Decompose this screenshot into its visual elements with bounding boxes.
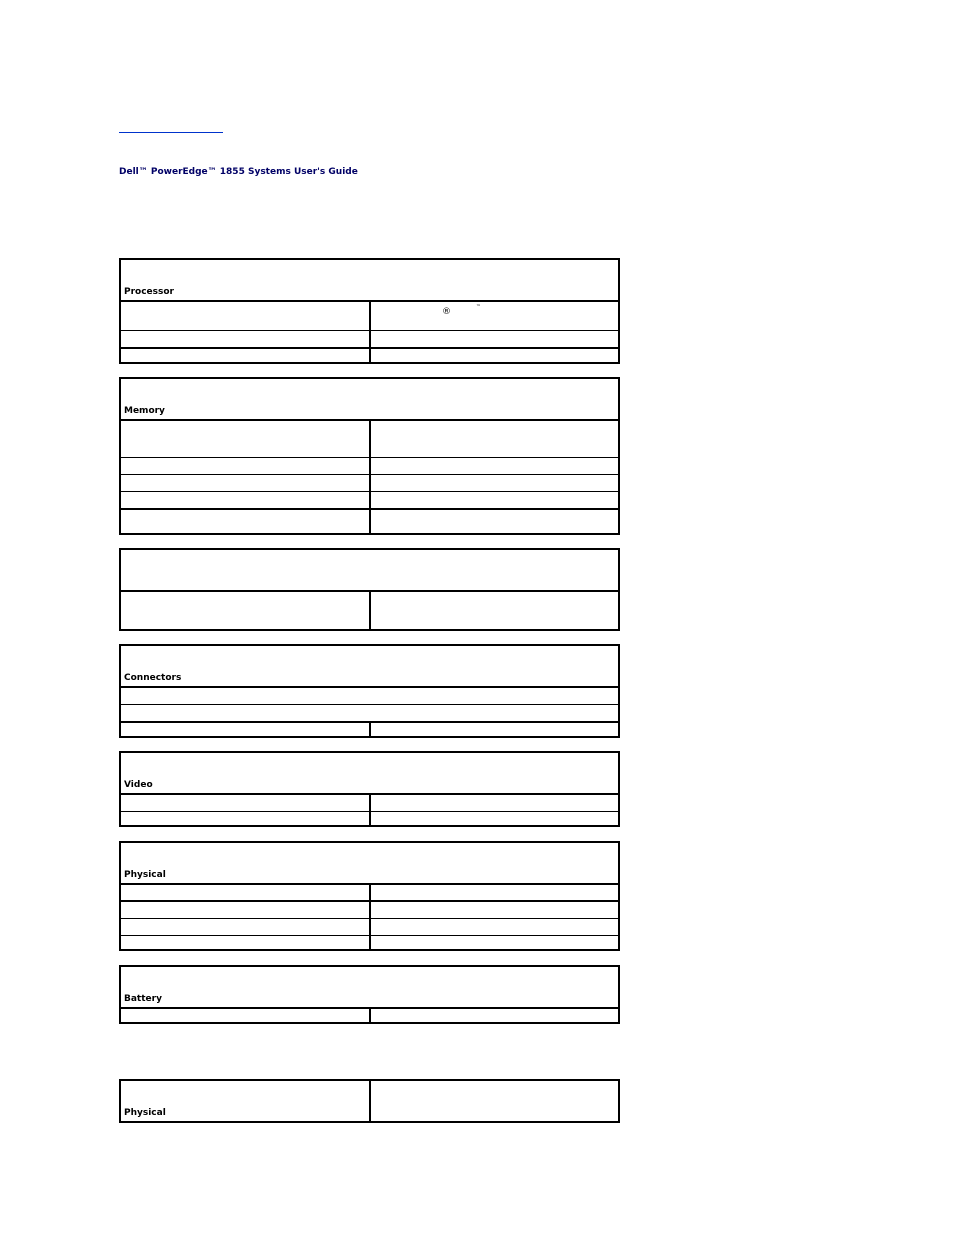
processor-table-title: Processor <box>124 287 174 297</box>
physical-table-title: Physical <box>124 870 166 880</box>
connectors-table <box>119 644 620 738</box>
table-cell <box>371 510 618 533</box>
table-cell <box>121 723 371 736</box>
table-cell <box>121 492 371 508</box>
table-cell <box>371 331 618 347</box>
table-cell <box>371 723 618 736</box>
table-row <box>121 458 618 475</box>
table-row <box>121 936 618 949</box>
table-cell <box>121 302 371 330</box>
table-cell <box>121 902 371 918</box>
guide-title: Dell™ PowerEdge™ 1855 Systems User's Guide <box>119 167 358 177</box>
table-row <box>121 705 618 723</box>
table-cell <box>371 812 618 825</box>
table-row <box>121 421 618 458</box>
table-row <box>121 302 618 331</box>
physical-table-2 <box>119 1079 620 1123</box>
physical-table-2-title: Physical <box>124 1108 166 1118</box>
battery-table-header <box>121 967 618 1009</box>
connectors-table-title: Connectors <box>124 673 182 683</box>
processor-table-header <box>121 260 618 302</box>
video-table-header <box>121 753 618 795</box>
physical-table <box>119 841 620 951</box>
video-table-title: Video <box>124 780 153 790</box>
table-cell <box>371 919 618 935</box>
table-cell <box>371 302 618 330</box>
table-cell <box>371 349 618 364</box>
table-cell <box>121 349 371 364</box>
processor-table <box>119 258 620 364</box>
table-cell <box>121 1081 371 1121</box>
physical-table-header <box>121 843 618 885</box>
table-row <box>121 475 618 492</box>
table-row <box>121 1009 618 1022</box>
table-cell <box>371 795 618 811</box>
physical-table-2-header <box>121 1081 618 1123</box>
battery-table <box>119 965 620 1024</box>
drives-table <box>119 548 620 631</box>
table-row <box>121 688 618 705</box>
table-cell <box>121 331 371 347</box>
table-cell <box>121 795 371 811</box>
table-cell <box>371 936 618 949</box>
table-cell <box>371 1081 618 1121</box>
drives-table-header <box>121 550 618 592</box>
table-cell <box>121 1009 371 1022</box>
table-cell <box>371 421 618 457</box>
battery-table-title: Battery <box>124 994 162 1004</box>
table-cell <box>121 885 371 900</box>
table-cell <box>121 919 371 935</box>
memory-table-header <box>121 379 618 421</box>
table-row <box>121 510 618 533</box>
table-cell <box>121 475 371 491</box>
table-row <box>121 885 618 902</box>
table-row <box>121 331 618 349</box>
table-row <box>121 795 618 812</box>
table-cell <box>371 1009 618 1022</box>
trademark-mark: ™ <box>476 304 481 310</box>
table-cell <box>121 812 371 825</box>
table-row <box>121 349 618 364</box>
table-cell <box>371 458 618 474</box>
table-row <box>121 492 618 510</box>
memory-table-title: Memory <box>124 406 165 416</box>
table-cell <box>121 458 371 474</box>
table-cell <box>371 885 618 900</box>
table-cell <box>371 902 618 918</box>
registered-mark: ® <box>442 307 451 317</box>
video-table <box>119 751 620 827</box>
table-cell <box>121 592 371 629</box>
table-cell <box>121 510 371 533</box>
table-cell <box>371 475 618 491</box>
table-row <box>121 592 618 629</box>
table-cell <box>121 688 618 704</box>
table-cell <box>121 421 371 457</box>
table-cell <box>371 592 618 629</box>
table-cell <box>121 936 371 949</box>
memory-table <box>119 377 620 535</box>
table-row <box>121 812 618 825</box>
table-cell <box>121 705 618 721</box>
table-row <box>121 723 618 736</box>
table-row <box>121 919 618 936</box>
table-cell <box>371 492 618 508</box>
table-row <box>121 902 618 919</box>
back-to-contents-link[interactable] <box>119 118 223 133</box>
connectors-table-header <box>121 646 618 688</box>
